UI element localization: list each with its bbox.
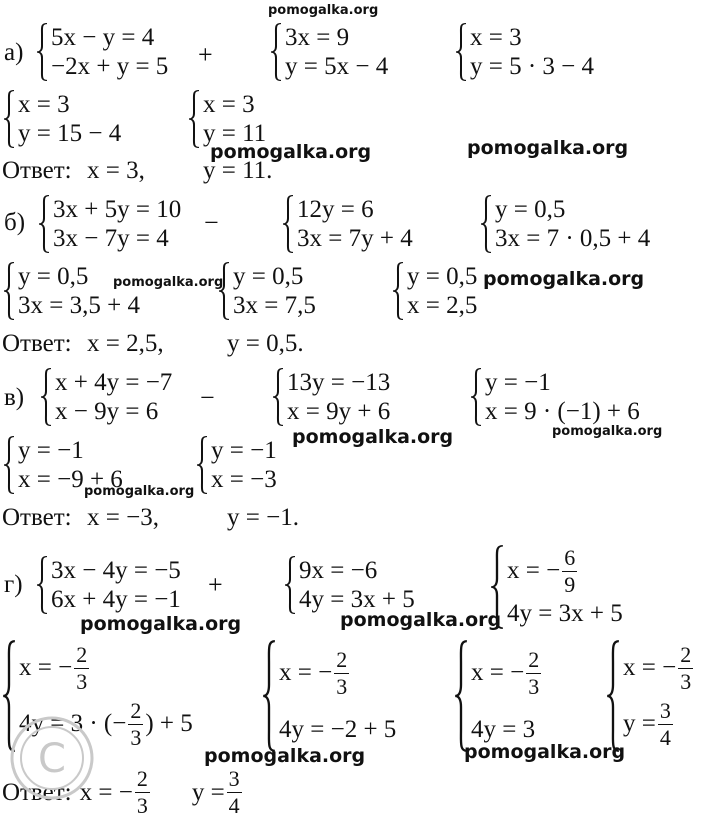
part-c-system-1 xyxy=(40,368,172,426)
answer-label: Ответ: xyxy=(2,504,72,531)
equation xyxy=(19,641,193,694)
equation-text: ) + 5 xyxy=(145,710,193,737)
watermark-text: pomogalka.org xyxy=(268,3,379,18)
equation: y = 0,5 xyxy=(233,263,304,290)
numerator: 2 xyxy=(136,766,148,791)
left-brace-icon xyxy=(272,368,284,426)
equation: 3x = 7 · 0,5 + 4 xyxy=(495,225,651,252)
equation: 4y = 3x + 5 xyxy=(507,599,623,627)
watermark-text: pomogalka.org xyxy=(113,275,224,290)
equation: y = −1 xyxy=(18,437,84,464)
equation: y = 5x − 4 xyxy=(285,53,389,80)
left-brace-icon xyxy=(284,556,296,614)
equation xyxy=(623,697,695,750)
equation: 4y = 3 xyxy=(471,715,536,743)
watermark-text: pomogalka.org xyxy=(204,745,366,767)
fraction xyxy=(562,544,577,597)
numerator: 3 xyxy=(228,766,240,791)
denominator: 9 xyxy=(564,571,576,597)
operation-sign: − xyxy=(204,208,219,237)
left-brace-icon xyxy=(196,436,208,494)
part-d-system-7 xyxy=(606,640,695,752)
equation: 3x = 3,5 + 4 xyxy=(18,292,140,319)
equation: y = 5 · 3 − 4 xyxy=(470,53,595,80)
equation-text: x = − xyxy=(507,557,561,584)
operation-sign: + xyxy=(198,40,213,69)
part-a-system-1 xyxy=(36,23,168,81)
fraction xyxy=(227,768,242,817)
left-brace-icon xyxy=(606,640,620,752)
equation: x = −9 + 6 xyxy=(18,466,123,493)
left-brace-icon xyxy=(262,640,276,752)
equation: 9x = −6 xyxy=(299,557,378,584)
equation xyxy=(507,544,623,597)
answer-y: y = 0,5. xyxy=(227,330,304,357)
denominator: 3 xyxy=(336,673,348,699)
copyright-icon xyxy=(6,712,98,804)
equation: 3x + 5y = 10 xyxy=(53,196,182,223)
watermark-text: pomogalka.org xyxy=(467,137,629,159)
part-b-system-3 xyxy=(480,195,650,253)
watermark-text: pomogalka.org xyxy=(210,141,372,163)
left-brace-icon xyxy=(188,90,200,148)
part-b-system-2 xyxy=(282,195,413,253)
equation: 5x − y = 4 xyxy=(51,24,155,51)
fraction xyxy=(74,641,89,694)
equation: x = 9y + 6 xyxy=(287,398,391,425)
equation: 3x − 7y = 4 xyxy=(53,225,169,252)
part-b-system-6 xyxy=(392,262,477,320)
left-brace-icon xyxy=(218,262,230,320)
equation: 13y = −13 xyxy=(287,369,391,396)
part-b-system-4 xyxy=(3,262,140,320)
numerator: 2 xyxy=(76,641,88,667)
numerator: 2 xyxy=(130,697,142,723)
answer-y: y = −1. xyxy=(227,504,299,531)
part-a-label: а) xyxy=(4,39,24,66)
equation xyxy=(471,646,543,699)
equation: y = −1 xyxy=(211,437,277,464)
part-b-system-1 xyxy=(38,195,181,253)
watermark-text: pomogalka.org xyxy=(340,609,502,631)
equation-text: x = − xyxy=(623,654,677,681)
watermark-text: pomogalka.org xyxy=(292,426,454,448)
denominator: 3 xyxy=(76,668,88,694)
answer-x: x = 2,5, xyxy=(87,330,164,357)
left-brace-icon xyxy=(392,262,404,320)
denominator: 4 xyxy=(659,724,671,750)
part-d-system-1 xyxy=(36,556,181,614)
equation-text: 4y = 3 · (− xyxy=(19,710,127,737)
left-brace-icon xyxy=(3,90,15,148)
answer-x: x = − xyxy=(79,778,133,806)
watermark-text: pomogalka.org xyxy=(80,613,242,635)
equation: 12y = 6 xyxy=(297,196,374,223)
part-a-system-2 xyxy=(270,23,388,81)
equation: x = 3 xyxy=(18,91,70,118)
equation: x = 9 · (−1) + 6 xyxy=(485,398,640,425)
denominator: 4 xyxy=(228,793,240,818)
part-d-system-5 xyxy=(262,640,396,752)
equation: x + 4y = −7 xyxy=(55,369,173,396)
part-c-system-3 xyxy=(470,368,640,426)
fraction xyxy=(334,646,349,699)
left-brace-icon xyxy=(3,436,15,494)
equation-text: x = − xyxy=(471,659,525,686)
left-brace-icon xyxy=(455,23,467,81)
answer-y: y = 11. xyxy=(203,157,273,184)
left-brace-icon xyxy=(270,23,282,81)
fraction xyxy=(128,697,143,750)
equation-text: y = xyxy=(623,710,656,737)
answer-label: Ответ: xyxy=(2,330,72,357)
svg-text:C: C xyxy=(38,736,66,782)
equation: 4y = −2 + 5 xyxy=(279,715,397,743)
answer-y: y = xyxy=(191,778,225,806)
part-d-system-3 xyxy=(490,545,623,629)
left-brace-icon xyxy=(36,556,48,614)
left-brace-icon xyxy=(480,195,492,253)
equation: 3x = 9 xyxy=(285,24,350,51)
equation: 3x = 7y + 4 xyxy=(297,225,413,252)
equation: 6x + 4y = −1 xyxy=(51,586,181,613)
denominator: 3 xyxy=(680,668,692,694)
fraction xyxy=(135,768,150,817)
left-brace-icon xyxy=(454,640,468,752)
equation: y = 11 xyxy=(203,120,267,147)
watermark-text: pomogalka.org xyxy=(552,424,663,439)
equation: y = 0,5 xyxy=(18,263,89,290)
operation-sign: − xyxy=(200,383,215,412)
equation: −2x + y = 5 xyxy=(51,53,169,80)
answer-label: Ответ: xyxy=(2,778,72,806)
equation: x = 3 xyxy=(203,91,255,118)
equation: x = −3 xyxy=(211,466,277,493)
part-c-label: в) xyxy=(4,384,25,411)
part-a-system-5 xyxy=(188,90,266,148)
fraction xyxy=(658,697,673,750)
part-a-system-4 xyxy=(3,90,121,148)
equation xyxy=(279,646,396,699)
denominator: 3 xyxy=(136,793,148,818)
fraction xyxy=(678,641,693,694)
denominator: 3 xyxy=(130,724,142,750)
equation-text: x = − xyxy=(279,659,333,686)
equation: y = 0,5 xyxy=(495,196,566,223)
numerator: 3 xyxy=(659,697,671,723)
watermark-text: pomogalka.org xyxy=(483,268,645,290)
equation: x − 9y = 6 xyxy=(55,398,159,425)
part-b-label: б) xyxy=(4,209,26,236)
equation xyxy=(623,641,695,694)
equation: y = 15 − 4 xyxy=(18,120,122,147)
part-d-label: г) xyxy=(4,571,23,598)
equation: y = −1 xyxy=(485,369,551,396)
answer-label: Ответ: xyxy=(2,157,72,184)
part-c-system-5 xyxy=(196,436,277,494)
numerator: 2 xyxy=(680,641,692,667)
operation-sign: + xyxy=(208,570,223,599)
answer-x: x = −3, xyxy=(87,504,159,531)
left-brace-icon xyxy=(282,195,294,253)
denominator: 3 xyxy=(528,673,540,699)
left-brace-icon xyxy=(40,368,52,426)
left-brace-icon xyxy=(3,262,15,320)
part-c-system-2 xyxy=(272,368,390,426)
left-brace-icon xyxy=(470,368,482,426)
watermark-text: pomogalka.org xyxy=(84,484,195,499)
equation: y = 0,5 xyxy=(407,263,478,290)
part-b-system-5 xyxy=(218,262,316,320)
left-brace-icon xyxy=(38,195,50,253)
left-brace-icon xyxy=(36,23,48,81)
answer-x: x = 3, xyxy=(87,157,145,184)
part-d-system-2 xyxy=(284,556,415,614)
equation: 3x − 4y = −5 xyxy=(51,557,181,584)
equation: 3x = 7,5 xyxy=(233,292,316,319)
equation: 4y = 3x + 5 xyxy=(299,586,415,613)
numerator: 2 xyxy=(336,646,348,672)
equation: x = 2,5 xyxy=(407,292,478,319)
numerator: 6 xyxy=(564,544,576,570)
fraction xyxy=(526,646,541,699)
equation-text: x = − xyxy=(19,654,73,681)
equation: x = 3 xyxy=(470,24,522,51)
watermark-text: pomogalka.org xyxy=(464,741,626,763)
numerator: 2 xyxy=(528,646,540,672)
part-a-system-3 xyxy=(455,23,594,81)
part-d-system-6 xyxy=(454,640,543,752)
